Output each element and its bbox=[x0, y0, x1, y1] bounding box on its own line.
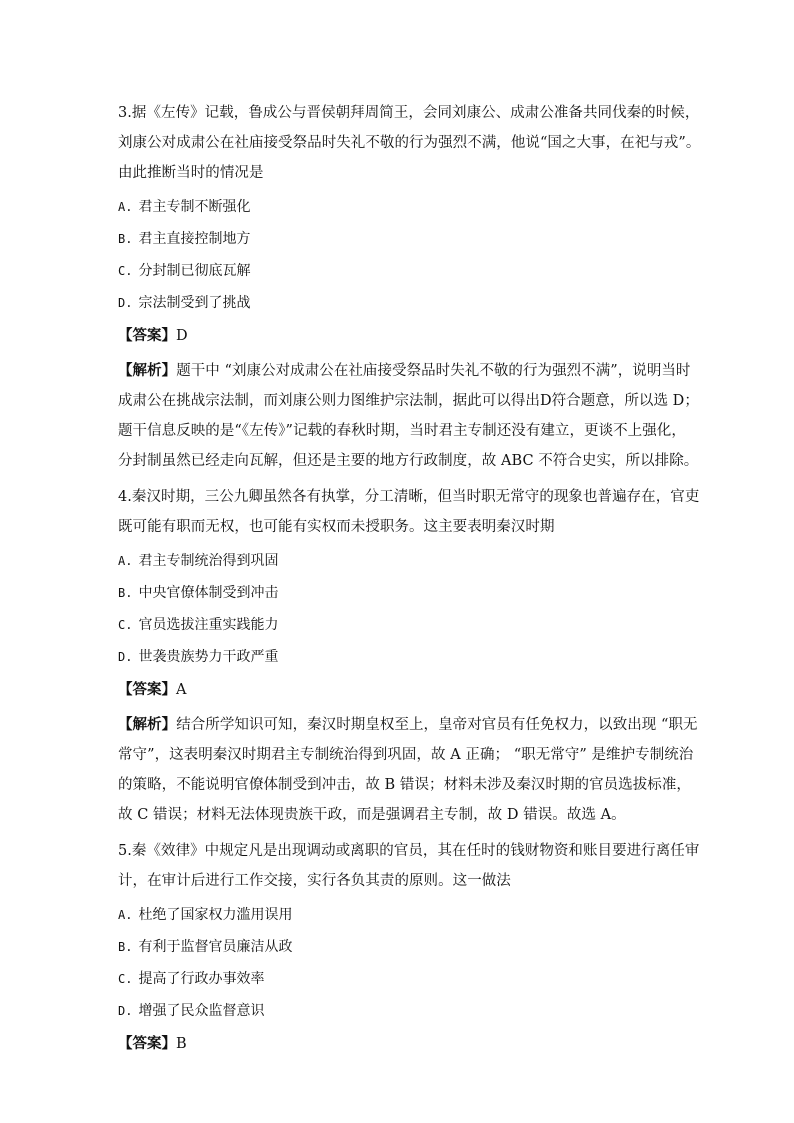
option-text: 官员选拔注重实践能力 bbox=[138, 617, 279, 633]
stem-line: 3.据《左传》记载，鲁成公与晋侯朝拜周简王，会同刘康公、成肃公准备共同伐秦的时候， bbox=[118, 105, 700, 121]
option-text: 世袭贵族势力干政严重 bbox=[138, 649, 279, 665]
option-text: 宗法制受到了挑战 bbox=[138, 295, 251, 311]
analysis-label: 【解析】 bbox=[118, 363, 177, 379]
option-letter: B. bbox=[118, 940, 133, 954]
analysis-line: 题干信息反映的是“《左传》”记载的春秋时期，当时君主专制还没有建立，更谈不上强化， bbox=[118, 423, 686, 439]
answer-label: 【答案】 bbox=[118, 1036, 176, 1052]
stem-line: 由此推断当时的情况是 bbox=[118, 165, 264, 181]
stem-line: 刘康公对成肃公在社庙接受祭品时失礼不敬的行为强烈不满，他说“国之大事，在祀与戎”。 bbox=[118, 135, 701, 151]
option-text: 增强了民众监督意识 bbox=[138, 1003, 265, 1019]
option-text: 君主专制统治得到巩固 bbox=[138, 553, 279, 569]
option-text: 君主直接控制地方 bbox=[138, 231, 251, 247]
option-text: 分封制已彻底瓦解 bbox=[138, 263, 251, 279]
option-letter: B. bbox=[118, 586, 133, 600]
option-letter: A. bbox=[118, 200, 133, 214]
analysis-line bbox=[118, 356, 691, 386]
question-stem bbox=[118, 98, 701, 188]
answer-line bbox=[118, 679, 678, 701]
option-letter: D. bbox=[118, 296, 133, 310]
option-b bbox=[118, 229, 678, 249]
option-c bbox=[118, 261, 678, 281]
option-a bbox=[118, 551, 678, 571]
question-4 bbox=[118, 482, 700, 830]
option-a bbox=[118, 197, 678, 217]
option-text: 杜绝了国家权力滥用误用 bbox=[138, 907, 293, 923]
option-letter: C. bbox=[118, 618, 133, 632]
question-stem bbox=[118, 836, 700, 896]
stem-line: 5.秦《效律》中规定凡是出现调动或离职的官员，其在任时的钱财物资和账目要进行离任审 bbox=[118, 843, 700, 859]
analysis-line: 的策略，不能说明官僚体制受到冲击，故 B 错误；材料未涉及秦汉时期的官员选拔标准， bbox=[118, 777, 691, 793]
answer-label: 【答案】 bbox=[118, 328, 176, 344]
option-text: 君主专制不断强化 bbox=[138, 199, 251, 215]
analysis-line: 故 C 错误；材料无法体现贵族干政，而是强调君主专制，故 D 错误。故选 A。 bbox=[118, 807, 626, 823]
option-list bbox=[118, 905, 678, 1021]
question-list bbox=[118, 98, 701, 1064]
analysis-block bbox=[118, 356, 699, 476]
answer-value: A bbox=[176, 682, 187, 698]
option-letter: D. bbox=[118, 1004, 133, 1018]
option-list bbox=[118, 551, 678, 667]
option-letter: C. bbox=[118, 972, 133, 986]
option-a bbox=[118, 905, 678, 925]
option-letter: D. bbox=[118, 650, 133, 664]
answer-line bbox=[118, 325, 678, 347]
option-letter: A. bbox=[118, 908, 133, 922]
option-d bbox=[118, 1001, 678, 1021]
answer-value: D bbox=[176, 328, 188, 344]
analysis-line: 分封制虽然已经走向瓦解，但还是主要的地方行政制度，故 ABC 不符合史实，所以排除。 bbox=[118, 453, 699, 469]
analysis-line bbox=[118, 710, 698, 740]
analysis-text: 题干中 “刘康公对成肃公在社庙接受祭品时失礼不敬的行为强烈不满”，说明当时 bbox=[176, 363, 691, 379]
option-d bbox=[118, 647, 678, 667]
option-d bbox=[118, 293, 678, 313]
option-letter: B. bbox=[118, 232, 133, 246]
option-text: 有利于监督官员廉洁从政 bbox=[138, 939, 293, 955]
option-letter: A. bbox=[118, 554, 133, 568]
option-list bbox=[118, 197, 678, 313]
option-text: 提高了行政办事效率 bbox=[138, 971, 265, 987]
question-3 bbox=[118, 98, 701, 476]
question-stem bbox=[118, 482, 700, 542]
analysis-block bbox=[118, 710, 698, 830]
stem-line: 计，在审计后进行工作交接，实行各负其责的原则。这一做法 bbox=[118, 873, 511, 889]
stem-line: 4.秦汉时期，三公九卿虽然各有执掌，分工清晰，但当时职无常守的现象也普遍存在，官吏 bbox=[118, 489, 700, 505]
option-text: 中央官僚体制受到冲击 bbox=[138, 585, 279, 601]
question-5 bbox=[118, 836, 700, 1055]
option-b bbox=[118, 583, 678, 603]
analysis-line: 常守”，这表明秦汉时期君主专制统治得到巩固，故 A 正确； “职无常守” 是维护专制统治 bbox=[118, 747, 694, 763]
option-b bbox=[118, 937, 678, 957]
option-c bbox=[118, 615, 678, 635]
answer-label: 【答案】 bbox=[118, 682, 176, 698]
analysis-text: 结合所学知识可知，秦汉时期皇权至上，皇帝对官员有任免权力，以致出现 “职无 bbox=[176, 717, 698, 733]
answer-line bbox=[118, 1033, 678, 1055]
answer-value: B bbox=[176, 1036, 187, 1052]
analysis-line: 成肃公在挑战宗法制，而刘康公则力图维护宗法制，据此可以得出D符合题意，所以选 D； bbox=[118, 393, 699, 409]
option-letter: C. bbox=[118, 264, 133, 278]
stem-line: 既可能有职而无权，也可能有实权而未授职务。这主要表明秦汉时期 bbox=[118, 519, 555, 535]
analysis-label: 【解析】 bbox=[118, 717, 177, 733]
option-c bbox=[118, 969, 678, 989]
